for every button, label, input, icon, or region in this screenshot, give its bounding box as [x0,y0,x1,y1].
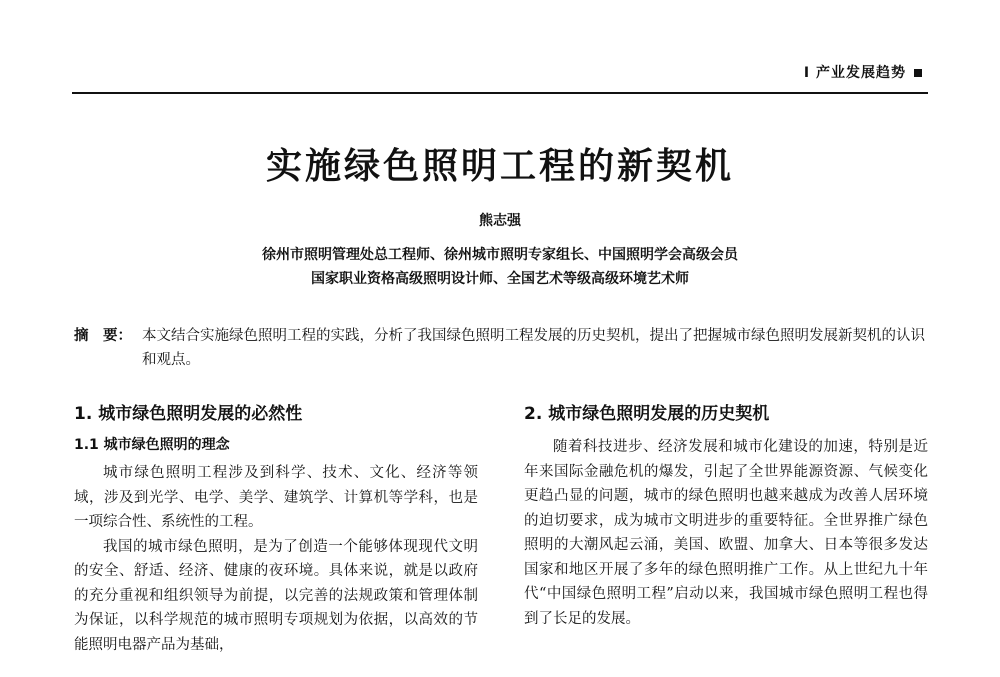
author-name: 熊志强 [479,213,521,229]
section-2-heading: 2. 城市绿色照明发展的历史契机 [524,404,770,424]
author-affiliation-line-2: 国家职业资格高级照明设计师、全国艺术等级高级环境艺术师 [311,271,689,287]
section-2-paragraph-1: 随着科技进步、经济发展和城市化建设的加速，特别是近年来国际金融危机的爆发，引起了全世界能源资源、气候变化更趋凸显的问题，城市的绿色照明也越来越成为改善人居环境的迫切要求，成为城市文明进步的重要特征。全世界推广绿色照明的大潮风起云涌，美国、欧盟、加拿大、日本等很多发达国家和地区开展了多年的绿色照明推广工作。从上世纪九十年代“中国绿色照明工程”启动以来，我国城市绿色照明工程也得到了长足的发展。 [524,439,928,627]
abstract [74,324,928,372]
right-column [524,402,928,631]
left-column [74,402,478,657]
section-1-heading: 1. 城市绿色照明发展的必然性 [74,404,303,424]
running-head-text: I 产业发展趋势 [803,65,906,81]
abstract-text: 本文结合实施绿色照明工程的实践，分析了我国绿色照明工程发展的历史契机，提出了把握城市绿色照明发展新契机的认识和观点。 [142,328,925,368]
subsection-1-1-heading: 1.1 城市绿色照明的理念 [74,437,230,453]
abstract-label: 摘 要： [74,328,132,344]
article-title: 实施绿色照明工程的新契机 [265,146,734,187]
section-1-paragraph-2: 我国的城市绿色照明，是为了创造一个能够体现现代文明的安全、舒适、经济、健康的夜环境。具体来说，就是以政府的充分重视和组织领导为前提，以完善的法规政策和管理体制为保证，以科学规范的城市照明专项规划为依据，以高效的节能照明电器产品为基础， [74,538,478,653]
section-1-paragraph-1: 城市绿色照明工程涉及到科学、技术、文化、经济等领域，涉及到光学、电学、美学、建筑学、计算机等学科，也是一项综合性、系统性的工程。 [74,465,478,530]
author-affiliation-line-1: 徐州市照明管理处总工程师、徐州城市照明专家组长、中国照明学会高级会员 [262,247,738,263]
square-bullet-icon [914,69,922,77]
header-rule [72,92,928,94]
running-head [804,62,922,82]
